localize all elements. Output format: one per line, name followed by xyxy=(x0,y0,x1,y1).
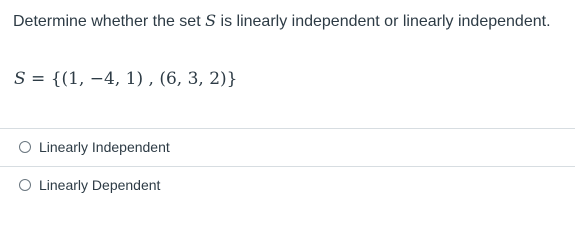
option-label-independent: Linearly Independent xyxy=(39,139,170,155)
formula-rhs: {(1, −4, 1) , (6, 3, 2)} xyxy=(50,69,238,89)
question-prefix: Determine whether the set xyxy=(13,13,206,30)
formula-lhs: S xyxy=(14,69,26,89)
question-suffix: is linearly independent or linearly independent. xyxy=(216,13,551,30)
question-text xyxy=(13,11,551,32)
option-label-dependent: Linearly Dependent xyxy=(39,177,161,193)
formula-equals: = xyxy=(25,69,51,89)
radio-button-independent[interactable] xyxy=(19,141,31,153)
radio-button-dependent[interactable] xyxy=(19,179,31,191)
option-linearly-independent[interactable] xyxy=(19,137,170,157)
set-symbol: S xyxy=(205,11,217,30)
divider-top xyxy=(0,128,575,129)
divider-middle xyxy=(0,166,575,167)
option-linearly-dependent[interactable] xyxy=(19,175,160,195)
set-formula xyxy=(14,68,237,90)
